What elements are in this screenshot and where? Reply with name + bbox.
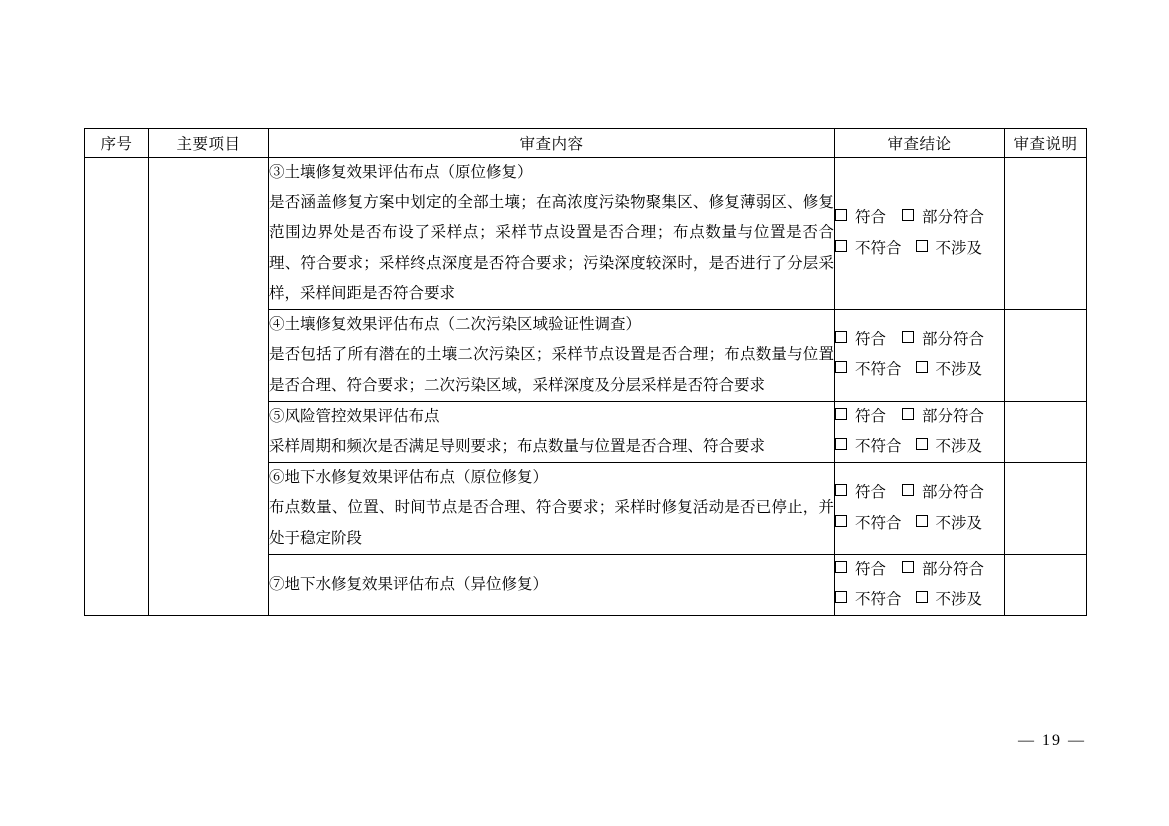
content-title: ⑤风险管控效果评估布点 bbox=[269, 407, 440, 425]
content-title: ⑥地下水修复效果评估布点（原位修复） bbox=[269, 469, 549, 487]
conclusion-line-1 bbox=[835, 203, 1004, 233]
content-title: ③土壤修复效果评估布点（原位修复） bbox=[269, 164, 533, 181]
label-compliant: 符合 bbox=[855, 484, 887, 502]
content-cell bbox=[269, 158, 835, 310]
conclusion-cell bbox=[835, 401, 1005, 462]
label-compliant: 符合 bbox=[855, 331, 887, 349]
label-non-compliant: 不符合 bbox=[855, 514, 902, 532]
remark-cell[interactable] bbox=[1005, 463, 1087, 555]
remark-cell[interactable] bbox=[1005, 401, 1087, 462]
remark-cell[interactable] bbox=[1005, 158, 1087, 310]
conclusion-cell bbox=[835, 554, 1005, 615]
checkbox-compliant-icon[interactable] bbox=[835, 484, 847, 496]
checkbox-compliant-icon[interactable] bbox=[835, 408, 847, 420]
label-not-applicable: 不涉及 bbox=[935, 591, 983, 609]
conclusion-line-2 bbox=[835, 432, 1004, 462]
label-not-applicable: 不涉及 bbox=[935, 514, 983, 532]
checkbox-partially-compliant-icon[interactable] bbox=[902, 408, 914, 420]
review-table-container bbox=[84, 128, 1086, 616]
label-compliant: 符合 bbox=[855, 407, 887, 425]
content-body: 采样周期和频次是否满足导则要求；布点数量与位置是否合理、符合要求 bbox=[269, 437, 766, 455]
conclusion-line-2 bbox=[835, 509, 1004, 539]
label-partially-compliant: 部分符合 bbox=[922, 331, 985, 349]
content-body: 布点数量、位置、时间节点是否合理、符合要求；采样时修复活动是否已停止，并处于稳定阶段 bbox=[269, 499, 834, 547]
main-item-cell bbox=[149, 158, 269, 616]
label-partially-compliant: 部分符合 bbox=[922, 484, 985, 502]
conclusion-line-1 bbox=[835, 402, 1004, 432]
conclusion-line-2 bbox=[835, 234, 1004, 264]
checkbox-not-applicable-icon[interactable] bbox=[916, 438, 928, 450]
checkbox-compliant-icon[interactable] bbox=[835, 209, 847, 221]
seq-cell bbox=[85, 158, 149, 616]
checkbox-non-compliant-icon[interactable] bbox=[835, 240, 847, 252]
table-header-row bbox=[85, 129, 1087, 158]
content-title: ④土壤修复效果评估布点（二次污染区域验证性调查） bbox=[269, 316, 642, 334]
checkbox-non-compliant-icon[interactable] bbox=[835, 591, 847, 603]
content-title: ⑦地下水修复效果评估布点（异位修复） bbox=[269, 575, 549, 593]
label-partially-compliant: 部分符合 bbox=[922, 560, 985, 578]
label-compliant: 符合 bbox=[855, 560, 887, 578]
header-review-remark: 审查说明 bbox=[1005, 129, 1087, 158]
review-table bbox=[84, 128, 1087, 616]
conclusion-line-1 bbox=[835, 478, 1004, 508]
checkbox-not-applicable-icon[interactable] bbox=[916, 361, 928, 373]
label-not-applicable: 不涉及 bbox=[935, 239, 983, 257]
conclusion-cell bbox=[835, 158, 1005, 310]
header-review-conclusion: 审查结论 bbox=[835, 129, 1005, 158]
content-body: 是否涵盖修复方案中划定的全部土壤；在高浓度污染物聚集区、修复薄弱区、修复范围边界处是否布设了采样点；采样节点设置是否合理；布点数量与位置是否合理、符合要求；采样终点深度是否符合要求；污染深度较深时，是否进行了分层采样，采样间距是否符合要求 bbox=[269, 194, 834, 302]
checkbox-compliant-icon[interactable] bbox=[835, 561, 847, 573]
label-non-compliant: 不符合 bbox=[855, 591, 902, 609]
checkbox-partially-compliant-icon[interactable] bbox=[902, 331, 914, 343]
label-partially-compliant: 部分符合 bbox=[922, 407, 985, 425]
checkbox-non-compliant-icon[interactable] bbox=[835, 515, 847, 527]
checkbox-non-compliant-icon[interactable] bbox=[835, 361, 847, 373]
checkbox-partially-compliant-icon[interactable] bbox=[902, 484, 914, 496]
label-not-applicable: 不涉及 bbox=[935, 361, 983, 379]
checkbox-partially-compliant-icon[interactable] bbox=[902, 209, 914, 221]
remark-cell[interactable] bbox=[1005, 310, 1087, 402]
header-review-content: 审查内容 bbox=[269, 129, 835, 158]
content-cell bbox=[269, 310, 835, 402]
checkbox-not-applicable-icon[interactable] bbox=[916, 515, 928, 527]
remark-cell[interactable] bbox=[1005, 554, 1087, 615]
conclusion-line-1 bbox=[835, 325, 1004, 355]
checkbox-partially-compliant-icon[interactable] bbox=[902, 561, 914, 573]
conclusion-line-1 bbox=[835, 555, 1004, 585]
checkbox-not-applicable-icon[interactable] bbox=[916, 591, 928, 603]
checkbox-compliant-icon[interactable] bbox=[835, 331, 847, 343]
page-number: — 19 — bbox=[1018, 732, 1086, 749]
label-non-compliant: 不符合 bbox=[855, 437, 902, 455]
header-seq: 序号 bbox=[85, 129, 149, 158]
label-not-applicable: 不涉及 bbox=[935, 437, 983, 455]
conclusion-cell bbox=[835, 310, 1005, 402]
content-cell bbox=[269, 463, 835, 555]
label-non-compliant: 不符合 bbox=[855, 361, 902, 379]
conclusion-cell bbox=[835, 463, 1005, 555]
content-cell bbox=[269, 554, 835, 615]
checkbox-non-compliant-icon[interactable] bbox=[835, 438, 847, 450]
content-cell bbox=[269, 401, 835, 462]
label-compliant: 符合 bbox=[855, 209, 887, 227]
label-non-compliant: 不符合 bbox=[855, 239, 902, 257]
conclusion-line-2 bbox=[835, 355, 1004, 385]
conclusion-line-2 bbox=[835, 585, 1004, 615]
header-main-item: 主要项目 bbox=[149, 129, 269, 158]
checkbox-not-applicable-icon[interactable] bbox=[916, 240, 928, 252]
label-partially-compliant: 部分符合 bbox=[922, 209, 985, 227]
table-row bbox=[85, 158, 1087, 310]
content-body: 是否包括了所有潜在的土壤二次污染区；采样节点设置是否合理；布点数量与位置是否合理、符合要求；二次污染区域，采样深度及分层采样是否符合要求 bbox=[269, 346, 834, 394]
